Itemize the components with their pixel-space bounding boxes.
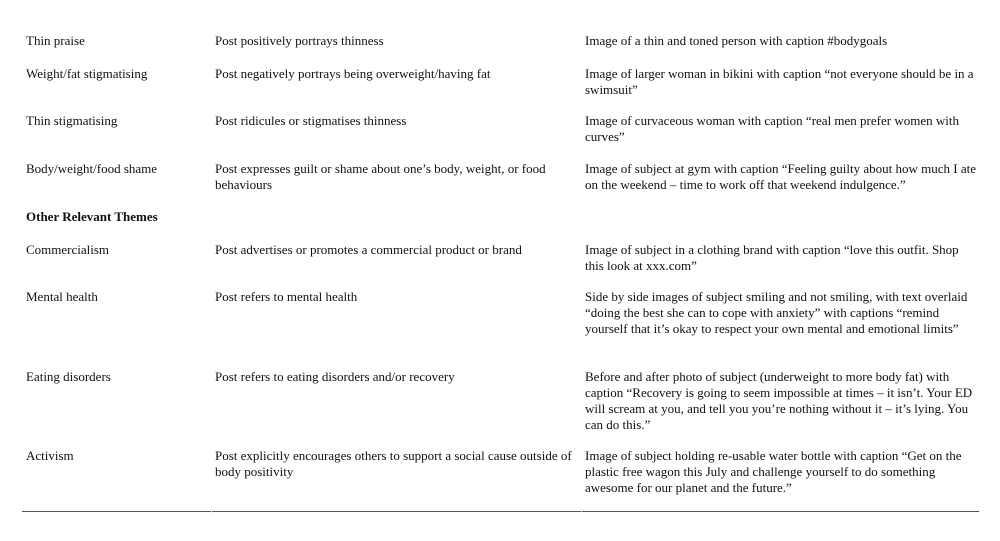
column-divider-tick bbox=[211, 511, 212, 513]
example-cell: Image of subject in a clothing brand with caption “love this outfit. Shop this look at xxx.com” bbox=[585, 242, 959, 273]
section-heading: Other Relevant Themes bbox=[26, 209, 158, 224]
example-cell: Image of curvaceous woman with caption “real men prefer women with curves” bbox=[585, 113, 959, 144]
definition-cell: Post ridicules or stigmatises thinness bbox=[215, 113, 407, 128]
category-cell: Activism bbox=[26, 448, 74, 463]
example-cell: Image of a thin and toned person with caption #bodygoals bbox=[585, 33, 888, 48]
definition-cell: Post refers to eating disorders and/or recovery bbox=[215, 369, 455, 384]
category-cell: Eating disorders bbox=[26, 369, 111, 384]
column-divider-tick bbox=[581, 511, 582, 513]
definition-cell: Post negatively portrays being overweight/having fat bbox=[215, 66, 491, 81]
definition-cell: Post expresses guilt or shame about one’s body, weight, or food behaviours bbox=[215, 161, 546, 192]
definition-cell: Post advertises or promotes a commercial product or brand bbox=[215, 242, 522, 257]
example-cell: Image of subject at gym with caption “Feeling guilty about how much I ate on the weekend – time to work off that weekend indulgence.” bbox=[585, 161, 976, 192]
definition-cell: Post explicitly encourages others to support a social cause outside of body positivity bbox=[215, 448, 572, 479]
table-bottom-rule bbox=[22, 511, 979, 512]
category-cell: Weight/fat stigmatising bbox=[26, 66, 148, 81]
example-cell: Image of larger woman in bikini with caption “not everyone should be in a swimsuit” bbox=[585, 66, 974, 97]
definition-cell: Post refers to mental health bbox=[215, 289, 358, 304]
category-cell: Commercialism bbox=[26, 242, 110, 257]
definition-cell: Post positively portrays thinness bbox=[215, 33, 384, 48]
example-cell: Before and after photo of subject (underweight to more body fat) with caption “Recovery is going to seem impossible at times – it isn’t. Your ED will scream at you, and tell you you’re nothing without it – it’s lying. You can do this.” bbox=[585, 369, 973, 432]
category-cell: Thin praise bbox=[26, 33, 85, 48]
category-cell: Body/weight/food shame bbox=[26, 161, 158, 176]
category-cell: Mental health bbox=[26, 289, 98, 304]
category-cell: Thin stigmatising bbox=[26, 113, 118, 128]
example-cell: Side by side images of subject smiling and not smiling, with text overlaid “doing the best she can to cope with anxiety” with captions “remind yourself that it’s okay to respect your own mental and emotional limits” bbox=[585, 289, 968, 336]
example-cell: Image of subject holding re-usable water bottle with caption “Get on the plastic free wagon this July and challenge yourself to do something awesome for our planet and the future.” bbox=[585, 448, 962, 495]
